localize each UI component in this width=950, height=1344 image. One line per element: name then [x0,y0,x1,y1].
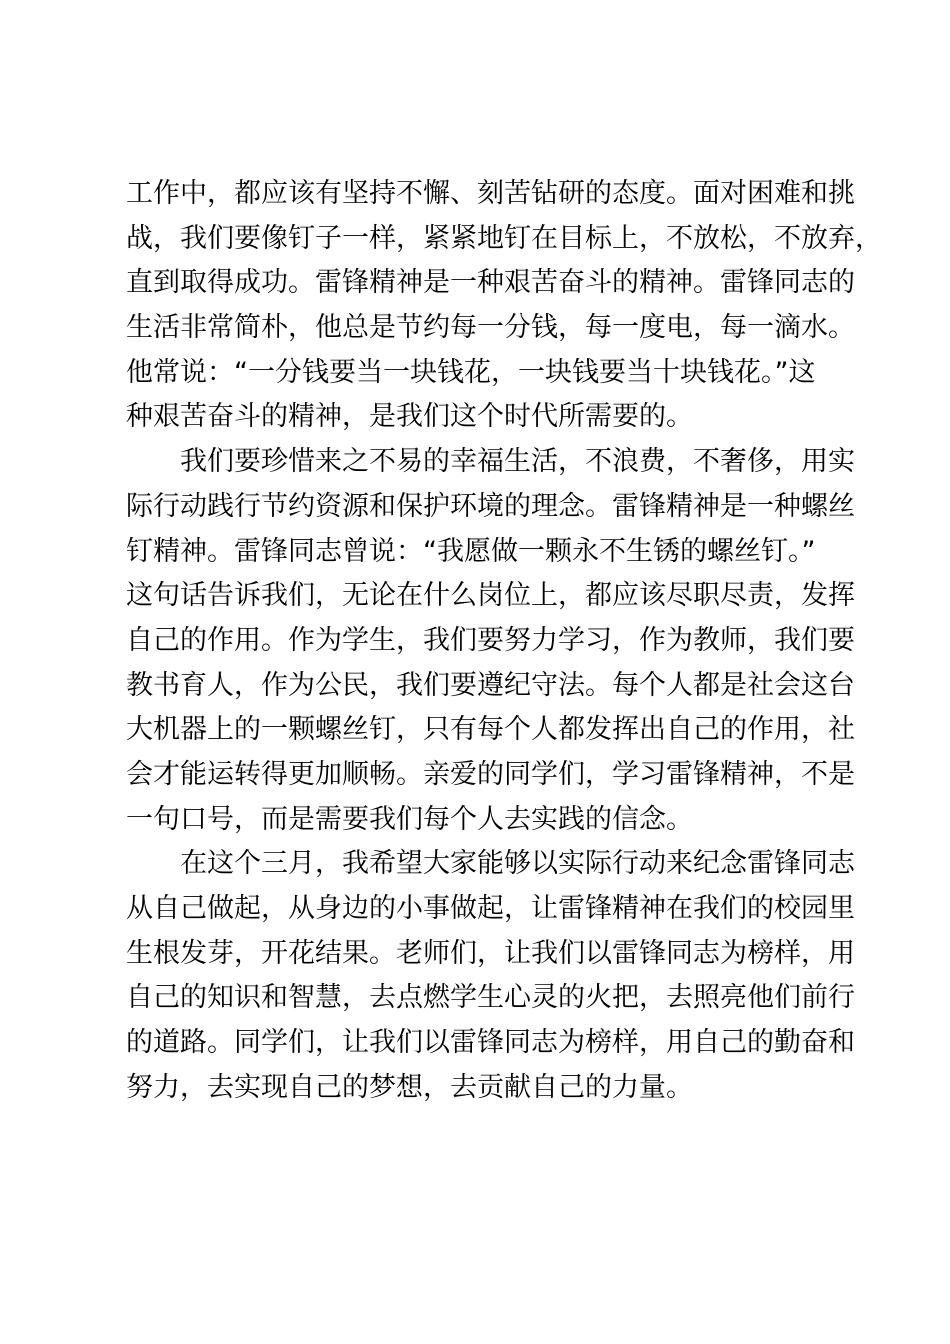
text-line: 工作中，都应该有坚持不懈、刻苦钻研的态度。面对困难和挑 [126,178,855,209]
paragraph-1 [126,172,882,440]
text-line: 自己的作用。作为学生，我们要努力学习，作为教师，我们要 [126,624,855,656]
text-line: 生根发芽，开花结果。老师们，让我们以雷锋同志为榜样，用 [126,937,855,969]
text-line: 这句话告诉我们，无论在什么岗位上，都应该尽职尽责，发挥 [126,580,855,612]
text-line: 我们要珍惜来之不易的幸福生活，不浪费，不奢侈，用实 [180,446,855,478]
text-line: 生活非常简朴，他总是节约每一分钱，每一度电，每一滴水。 [126,312,855,344]
text-line: 他常说：“一分钱要当一块钱花，一块钱要当十块钱花。”这 [126,356,816,388]
text-line: 努力，去实现自己的梦想，去贡献自己的力量。 [126,1071,693,1103]
text-line: 的道路。同学们，让我们以雷锋同志为榜样，用自己的勤奋和 [126,1027,855,1059]
text-line: 种艰苦奋斗的精神，是我们这个时代所需要的。 [126,401,693,433]
text-line: 在这个三月，我希望大家能够以实际行动来纪念雷锋同志 [180,848,855,880]
text-line: 从自己做起，从身边的小事做起，让雷锋精神在我们的校园里 [126,893,855,924]
text-line: 大机器上的一颗螺丝钉，只有每个人都发挥出自己的作用，社 [126,714,855,746]
text-line: 会才能运转得更加顺畅。亲爱的同学们，学习雷锋精神，不是 [126,758,855,790]
paragraph-3 [126,842,861,1110]
text-line: 际行动践行节约资源和保护环境的理念。雷锋精神是一种螺丝 [126,490,855,522]
text-line: 直到取得成功。雷锋精神是一种艰苦奋斗的精神。雷锋同志的 [126,267,855,299]
text-line: 一句口号，而是需要我们每个人去实践的信念。 [126,803,693,835]
text-line: 教书育人，作为公民，我们要遵纪守法。每个人都是社会这台 [126,669,855,701]
text-line: 自己的知识和智慧，去点燃学生心灵的火把，去照亮他们前行 [126,982,855,1014]
text-line: 战，我们要像钉子一样，紧紧地钉在目标上，不放松，不放弃， [126,222,882,254]
text-line: 钉精神。雷锋同志曾说：“我愿做一颗永不生锈的螺丝钉。” [126,535,816,567]
paragraph-2 [126,440,861,842]
document-body [126,172,882,1110]
